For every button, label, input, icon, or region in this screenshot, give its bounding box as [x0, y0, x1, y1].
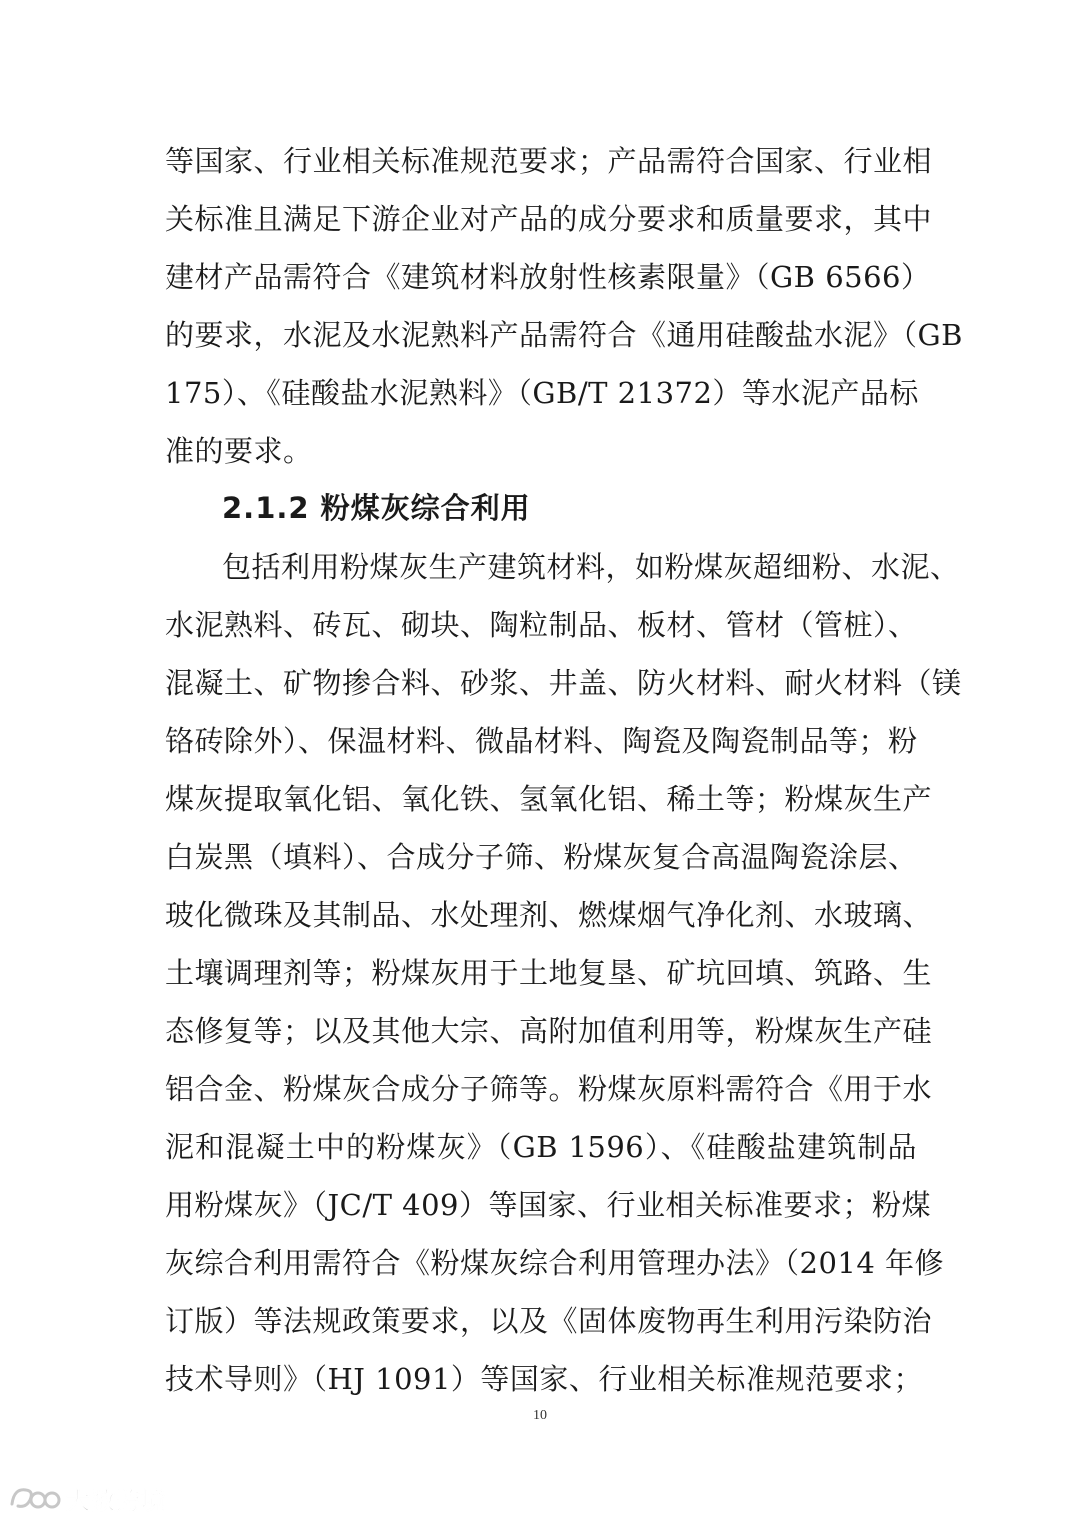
text-line: 准的要求。 [165, 434, 313, 468]
text-line: 铬砖除外）、保温材料、微晶材料、陶瓷及陶瓷制品等；粉 [165, 724, 918, 758]
dashuju-logo-icon [8, 1482, 62, 1514]
text-line: 技术导则》（HJ 1091）等国家、行业相关标准规范要求； [165, 1362, 923, 1396]
text-line: 煤灰提取氧化铝、氧化铁、氢氧化铝、稀土等；粉煤灰生产 [165, 782, 933, 816]
text-line: 铝合金、粉煤灰合成分子筛等。粉煤灰原料需符合《用于水 [165, 1072, 933, 1106]
text-line: 态修复等；以及其他大宗、高附加值利用等，粉煤灰生产硅 [165, 1014, 933, 1048]
text-line: 包括利用粉煤灰生产建筑材料，如粉煤灰超细粉、水泥、 [222, 550, 960, 584]
text-line: 的要求，水泥及水泥熟料产品需符合《通用硅酸盐水泥》（GB [165, 318, 963, 352]
watermark-text: 大数跨境 [66, 1486, 166, 1515]
section-heading: 2.1.2 粉煤灰综合利用 [222, 491, 531, 525]
text-line: 建材产品需符合《建筑材料放射性核素限量》（GB 6566） [165, 260, 931, 294]
text-line: 土壤调理剂等；粉煤灰用于土地复垦、矿坑回填、筑路、生 [165, 956, 933, 990]
text-line: 白炭黑（填料）、合成分子筛、粉煤灰复合高温陶瓷涂层、 [165, 840, 918, 874]
watermark [8, 1480, 166, 1516]
text-line: 混凝土、矿物掺合料、砂浆、井盖、防火材料、耐火材料（镁 [165, 666, 962, 700]
text-line: 用粉煤灰》（JC/T 409）等国家、行业相关标准要求；粉煤 [165, 1188, 931, 1222]
text-line: 灰综合利用需符合《粉煤灰综合利用管理办法》（2014 年修 [165, 1246, 945, 1280]
page-number: 10 [533, 1408, 547, 1423]
text-line: 175）、《硅酸盐水泥熟料》（GB/T 21372）等水泥产品标 [165, 376, 919, 410]
text-line: 等国家、行业相关标准规范要求；产品需符合国家、行业相 [165, 144, 933, 178]
text-line: 关标准且满足下游企业对产品的成分要求和质量要求，其中 [165, 202, 933, 236]
text-line: 水泥熟料、砖瓦、砌块、陶粒制品、板材、管材（管桩）、 [165, 608, 918, 642]
text-line: 泥和混凝土中的粉煤灰》（GB 1596）、《硅酸盐建筑制品 [165, 1130, 917, 1164]
text-line: 订版）等法规政策要求，以及《固体废物再生利用污染防治 [165, 1304, 933, 1338]
text-line: 玻化微珠及其制品、水处理剂、燃煤烟气净化剂、水玻璃、 [165, 898, 933, 932]
